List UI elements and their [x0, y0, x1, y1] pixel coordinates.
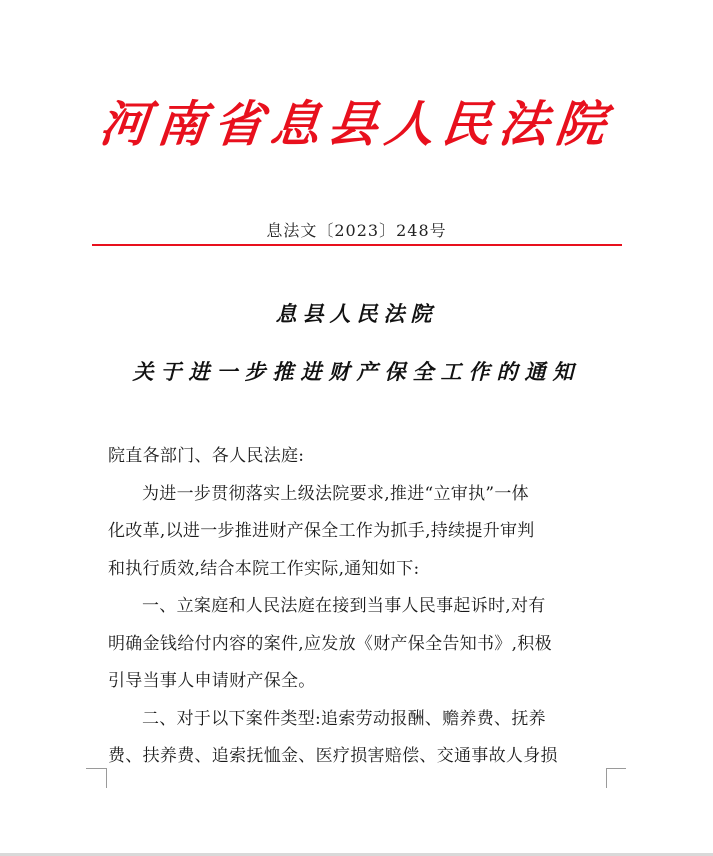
body-line: 费、扶养费、追索抚恤金、医疗损害赔偿、交通事故人身损 — [108, 746, 558, 766]
body-line: 化改革,以进一步推进财产保全工作为抓手,持续提升审判 — [108, 521, 535, 541]
crop-mark-right-horizontal — [606, 768, 626, 769]
body-line: 二、对于以下案件类型:追索劳动报酬、赡养费、抚养 — [142, 708, 546, 729]
body-line: 明确金钱给付内容的案件,应发放《财产保全告知书》,积极 — [108, 633, 552, 654]
court-masthead: 河南省息县人民法院 — [96, 95, 617, 153]
body-line: 和执行质效,结合本院工作实际,通知如下: — [108, 558, 420, 579]
body-text — [108, 438, 608, 776]
body-line: 引导当事人申请财产保全。 — [108, 671, 316, 691]
body-line: 为进一步贯彻落实上级法院要求,推进“立审执”一体 — [142, 483, 529, 504]
crop-mark-left-horizontal — [86, 768, 106, 769]
issuer-name: 息县人民法院 — [275, 301, 438, 326]
document-number: 息法文〔2023〕248号 — [266, 221, 447, 240]
body-line: 一、立案庭和人民法庭在接到当事人民事起诉时,对有 — [142, 596, 546, 616]
red-separator-line — [92, 244, 622, 246]
salutation-line: 院直各部门、各人民法庭: — [108, 446, 305, 466]
document-title: 关于进一步推进财产保全工作的通知 — [132, 359, 581, 384]
crop-mark-left-vertical — [106, 768, 107, 788]
crop-mark-right-vertical — [606, 768, 607, 788]
